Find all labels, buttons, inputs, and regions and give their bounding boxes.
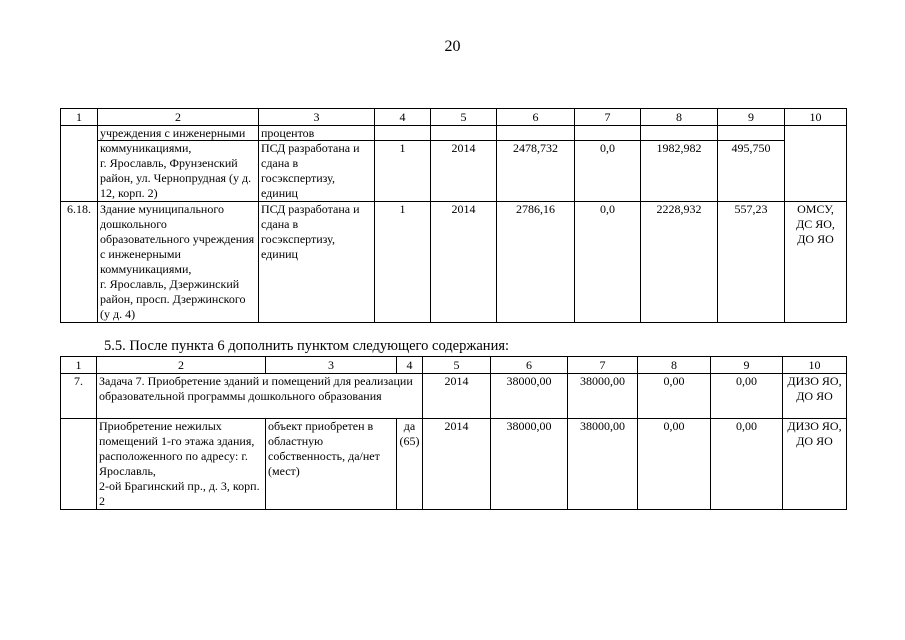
object-name-cell: коммуникациями, г. Ярославль, Фрунзенский район, ул. Чернопрудная (у д. 12, корп. 2) — [98, 141, 259, 202]
table-row — [61, 126, 847, 141]
executor-cell: ОМСУ, ДС ЯО, ДО ЯО — [785, 202, 847, 323]
year-cell: 2014 — [423, 419, 491, 510]
empty-cell — [785, 126, 847, 202]
value-cell: 557,23 — [718, 202, 785, 323]
num-cell — [61, 419, 97, 510]
executor-cell: ДИЗО ЯО, ДО ЯО — [783, 419, 847, 510]
header-cell: 10 — [783, 357, 847, 374]
table-row — [61, 374, 847, 419]
header-cell: 4 — [375, 109, 431, 126]
value-cell: 2478,732 — [497, 141, 575, 202]
value-cell: 0,0 — [575, 202, 641, 323]
header-cell: 5 — [423, 357, 491, 374]
header-cell: 2 — [97, 357, 266, 374]
name-cell-top: учреждения с инженерными — [98, 126, 259, 141]
value-cell: 1982,982 — [641, 141, 718, 202]
empty-cell — [575, 126, 641, 141]
table-2-header-row — [61, 357, 847, 374]
section-caption: 5.5. После пункта 6 дополнить пунктом следующего содержания: — [104, 338, 510, 354]
value-cell: 0,00 — [638, 419, 711, 510]
empty-cell — [718, 126, 785, 141]
table-1 — [60, 108, 847, 323]
value-cell: 495,750 — [718, 141, 785, 202]
table-row — [61, 202, 847, 323]
value-cell: 38000,00 — [568, 374, 638, 419]
table-1-header-row — [61, 109, 847, 126]
year-cell: 2014 — [431, 141, 497, 202]
page-number: 20 — [444, 38, 461, 55]
value-cell: 0,00 — [638, 374, 711, 419]
indicator-cell-top: процентов — [259, 126, 375, 141]
header-cell: 6 — [491, 357, 568, 374]
empty-cell — [431, 126, 497, 141]
num-cell: 6.18. — [61, 202, 98, 323]
value-cell: 38000,00 — [491, 374, 568, 419]
value-cell: 1 — [375, 141, 431, 202]
value-cell: 2228,932 — [641, 202, 718, 323]
value-cell: 38000,00 — [568, 419, 638, 510]
header-cell: 8 — [638, 357, 711, 374]
num-cell — [61, 126, 98, 202]
header-cell: 6 — [497, 109, 575, 126]
header-cell: 8 — [641, 109, 718, 126]
table-2 — [60, 356, 847, 510]
empty-cell — [375, 126, 431, 141]
task-text-cell: Задача 7. Приобретение зданий и помещений для реализации образовательной программы дошкольного образования — [97, 374, 423, 419]
num-cell: 7. — [61, 374, 97, 419]
header-cell: 2 — [98, 109, 259, 126]
header-cell: 9 — [711, 357, 783, 374]
indicator-cell: ПСД разработана и сдана в госэкспертизу, единиц — [259, 202, 375, 323]
value-cell: да (65) — [397, 419, 423, 510]
header-cell: 4 — [397, 357, 423, 374]
indicator-cell: ПСД разработана и сдана в госэкспертизу, единиц — [259, 141, 375, 202]
object-name-cell: Здание муниципального дошкольного образовательного учреждения с инженерными коммуникациями, г. Ярославль, Дзержинский район, просп. Дзержинского (у д. 4) — [98, 202, 259, 323]
header-cell: 7 — [575, 109, 641, 126]
header-cell: 3 — [259, 109, 375, 126]
year-cell: 2014 — [431, 202, 497, 323]
table-row — [61, 419, 847, 510]
header-cell: 5 — [431, 109, 497, 126]
value-cell: 38000,00 — [491, 419, 568, 510]
value-cell: 0,00 — [711, 419, 783, 510]
indicator-cell: объект приобретен в областную собственность, да/нет (мест) — [266, 419, 397, 510]
header-cell: 9 — [718, 109, 785, 126]
header-cell: 7 — [568, 357, 638, 374]
value-cell: 1 — [375, 202, 431, 323]
header-cell: 1 — [61, 109, 98, 126]
value-cell: 0,0 — [575, 141, 641, 202]
empty-cell — [641, 126, 718, 141]
empty-cell — [497, 126, 575, 141]
header-cell: 10 — [785, 109, 847, 126]
value-cell: 2786,16 — [497, 202, 575, 323]
executor-cell: ДИЗО ЯО, ДО ЯО — [783, 374, 847, 419]
value-cell: 0,00 — [711, 374, 783, 419]
header-cell: 3 — [266, 357, 397, 374]
year-cell: 2014 — [423, 374, 491, 419]
header-cell: 1 — [61, 357, 97, 374]
table-row — [61, 141, 847, 202]
object-name-cell: Приобретение нежилых помещений 1-го этажа здания, расположенного по адресу: г. Ярославль, 2-ой Брагинский пр., д. 3, корп. 2 — [97, 419, 266, 510]
